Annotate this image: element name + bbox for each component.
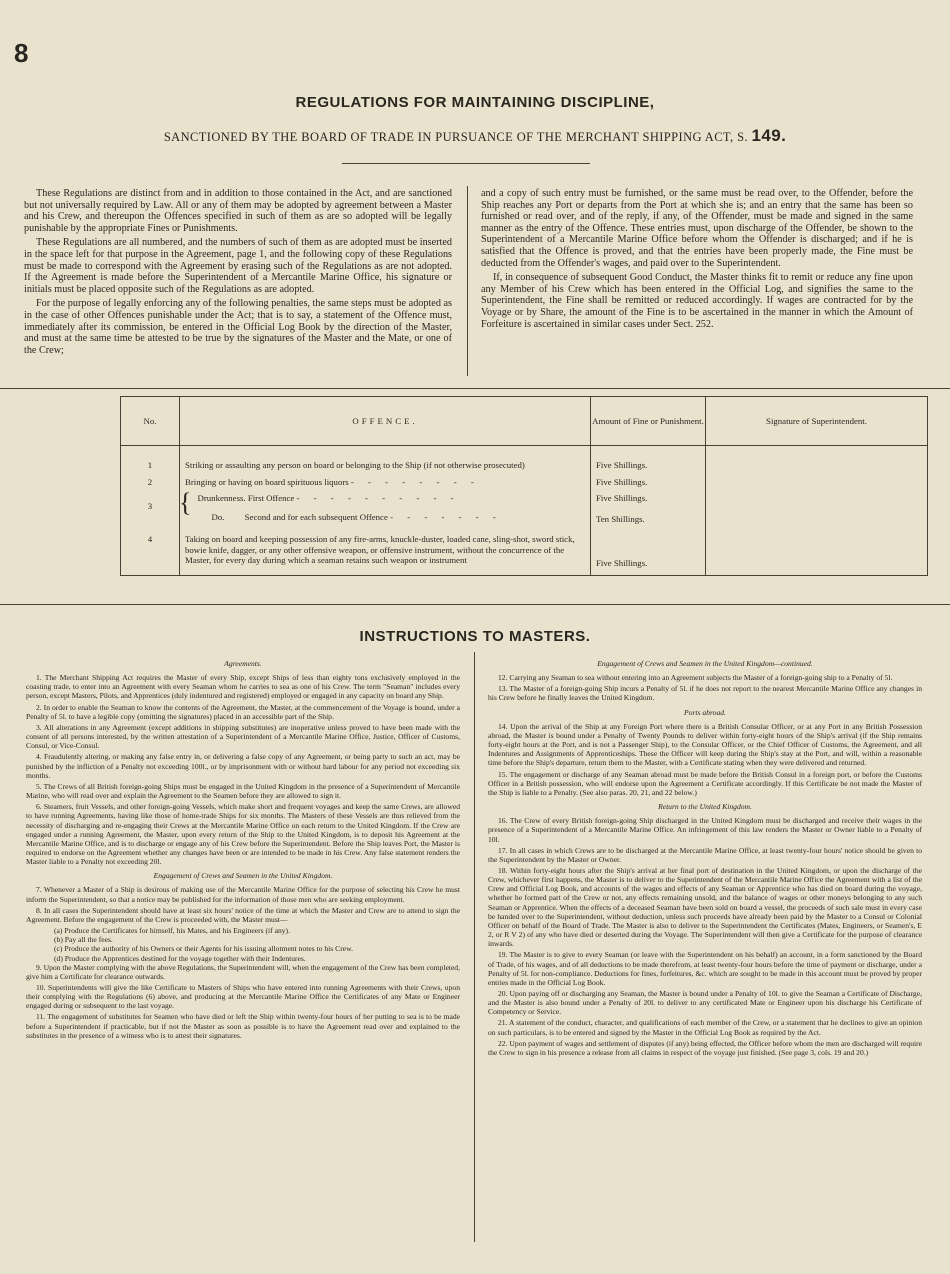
instructions-subitem: (a) Produce the Certificates for himself, his Mates, and his Engineers (if any). bbox=[54, 926, 290, 936]
intro-right-column bbox=[481, 188, 913, 333]
offence-cell bbox=[180, 471, 591, 488]
instructions-paragraph: 8. In all cases the Superintendent should have at least six hours' notice of the time at which the Master and Crew are to attend to sign the Agreement. Before the engagement of the Crew is proceeded with, the Master must— bbox=[26, 905, 460, 924]
instructions-paragraph: 20. Upon paying off or discharging any Seaman, the Master is bound under a Penalty of 10l. to give the Seaman a Certificate of Discharge, and the Master is also bound under a Penalty of 20l. to deliver to any certificated Mate or Engineer upon his discharge his Certificate of Competency or Service. bbox=[488, 989, 922, 1017]
brace: { bbox=[179, 488, 192, 517]
instructions-section-heading: Ports abroad. bbox=[684, 707, 726, 717]
column-header-fine: Amount of Fine or Punishment. bbox=[591, 397, 706, 446]
intro-paragraph: For the purpose of legally enforcing any of the following penalties, the same steps must be adopted as in the case of other Offences punishable under the Act; that is to say, a statement of the Offence must, immediately after its commission, be entered in the Official Log Book by the direction of the Master, and must at the same time be attested to be true by the signatures of the Master and the Mate, or one of the Crew; bbox=[24, 298, 452, 356]
offence-text: Drunkenness. First Offence bbox=[197, 493, 295, 503]
table-row bbox=[121, 471, 928, 488]
intro-left-column bbox=[24, 188, 452, 359]
intro-paragraph: If, in consequence of subsequent Good Conduct, the Master thinks fit to remit or reduce any fine upon any Member of his Crew which has been entered in the Official Log, and signifies the same to the Superintendent, the Fine shall be remitted or reduced accordingly. If wages are contracted for by the Voyage or by Share, the amount of the Fine is to be ascertained in the manner in which the Amount of Forfeiture is ascertained in similar cases under Sect. 252. bbox=[481, 272, 913, 330]
row-number: 4 bbox=[121, 524, 180, 575]
instructions-paragraph: 10. Superintendents will give the like Certificate to Masters of Ships who have entered into running Agreements with their Crews, upon their complying with the Regulations (6) above, and producing at the Mercantile Marine Office the Certificates of any Mate or Engineer engaged during or subsequent to the last voyage. bbox=[26, 983, 460, 1011]
instructions-paragraph: 21. A statement of the conduct, character, and qualifications of each member of the Crew, or a statement that he declines to give an opinion on such particulars, is to be entered and signed by the Master in the Official Log Book as required by the Act. bbox=[488, 1018, 922, 1037]
leader-dots: - - - - - - - - bbox=[350, 476, 480, 487]
instructions-paragraph: 3. All alterations in any Agreement (except additions in shipping substitutes) are inoperative unless proved to have been made with the consent of all persons interested, by the written attestation of a Superintendent of a Mercantile Marine Office, Justice, Officer of Customs, Consul, or Vice-Consul. bbox=[26, 722, 460, 751]
page-number: 8 bbox=[14, 38, 29, 68]
instructions-paragraph: 16. The Crew of every British foreign-going Ship discharged in the United Kingdom must be discharged and receive their wages in the presence of a Superintendent of a Mercantile Marine Office. An infringement of this law renders the Master or Owner liable to a Penalty of 10l. bbox=[488, 816, 922, 844]
subtitle-text: SANCTIONED BY THE BOARD OF TRADE IN PURSUANCE OF THE MERCHANT SHIPPING ACT, S. bbox=[163, 130, 748, 144]
column-header-offence: OFFENCE. bbox=[180, 397, 591, 446]
offence-text: Taking on board and keeping possession of any fire-arms, knuckle-duster, loaded cane, sling-shot, sword stick, bowie knife, dagger, or any other offensive weapon, or offensive instrument, without the concurrence of the Master, for every day during which a seaman retains such weapon or instrument bbox=[180, 524, 591, 575]
table-header-row bbox=[121, 397, 928, 446]
instructions-paragraph: 15. The engagement or discharge of any Seaman abroad must be made before the British Consul in a foreign port, or before the Customs Officer in a British possession, who will endorse upon the Agreement a Certificate accordingly. If this Certificate be not made the Master of the Ship is liable to a Penalty. (See also paras. 20, 21, and 22 below.) bbox=[488, 769, 922, 797]
page-title: REGULATIONS FOR MAINTAINING DISCIPLINE, bbox=[295, 94, 655, 111]
instructions-subitem: (c) Produce the authority of his Owners or their Agents for his issuing allotment notes to his Crew. bbox=[54, 944, 353, 954]
leader-dots: - - - - - - - - - - bbox=[296, 493, 460, 503]
row-number: 1 bbox=[121, 446, 180, 471]
instructions-paragraph: 17. In all cases in which Crews are to be discharged at the Mercantile Marine Office, at least twenty-four hours' notice should be given to the Superintendent by the Master or Owner. bbox=[488, 845, 922, 864]
fine-text: Five Shillings. bbox=[596, 493, 648, 503]
signature-cell bbox=[706, 446, 928, 471]
intro-paragraph: These Regulations are distinct from and in addition to those contained in the Act, and are sanctioned but not universally required by Law. All or any of them may be adopted by agreement between a Master and his Crew, and thereupon the Offences specified in such of them as are so adopted will be legally punishable by the appropriate Fines or Punishments. bbox=[24, 188, 452, 234]
instructions-paragraph: 11. The engagement of substitutes for Seamen who have died or left the Ship within twenty-four hours of her putting to sea is to be made before a Superintendent if practicable, but if not the Master as soon as possible is to have the Agreement read over and explained to the substitutes in the presence of a witness who is to attest their signatures. bbox=[26, 1012, 460, 1040]
signature-cell bbox=[706, 471, 928, 488]
table-row bbox=[121, 446, 928, 471]
instructions-section-heading: Return to the United Kingdom. bbox=[658, 802, 752, 812]
title-divider bbox=[342, 163, 590, 164]
section-divider bbox=[0, 604, 950, 605]
fine-text: Five Shillings. bbox=[591, 446, 706, 471]
instructions-subitem: (b) Pay all the fees. bbox=[54, 935, 113, 945]
offence-text: Striking or assaulting any person on board or belonging to the Ship (if not otherwise prosecuted) bbox=[180, 446, 591, 471]
instructions-right-column bbox=[488, 654, 922, 1059]
instructions-column-divider bbox=[474, 652, 475, 1242]
offence-text: Bringing or having on board spirituous liquors bbox=[185, 476, 349, 487]
signature-cell bbox=[706, 524, 928, 575]
intro-paragraph: and a copy of such entry must be furnished, or the same must be read over, to the Offender, before the Ship reaches any Port or departs from the Port at which she is; and an entry that the same has been so furnished or read over, and of the reply, if any, of the Offender, must be made and signed in the same manner as the entry of the Offence. These entries must, upon discharge of the Offender, be shown to the Superintendent of a Mercantile Marine Office before whom the Offender is discharged; and if he is satisfied that the Offence is proved, and that the entries have been properly made, the Fine must be deducted from the Offender's wages, and paid over to the Superintendent. bbox=[481, 188, 913, 269]
instructions-left-column bbox=[26, 654, 460, 1042]
subtitle-section-number: 149. bbox=[751, 126, 787, 145]
instructions-paragraph: 14. Upon the arrival of the Ship at any Foreign Port where there is a British Consular Officer, or at any Port in any British Possession abroad, the Master is bound under a Penalty of Twenty Pounds to deliver within forty-eight hours of the Ship's arrival (if the Ship remains forty-eight hours at the Port, and is not a Passenger Ship), to the Consular Officer, or the Chief Officer of Customs, the Agreement, and all Indentures and Assignments of Apprenticeships. These the Officer will keep during the Ship's stay at the Port, and will, within a reasonable time before the Ship's departure, return them to the Master, with a Certificate stating when they were delivered and returned. bbox=[488, 721, 922, 768]
offence-table bbox=[120, 396, 928, 576]
instructions-paragraph: 5. The Crews of all British foreign-going Ships must be engaged in the United Kingdom in the presence of a Superintendent of Mercantile Marine, who will read over and explain the Agreement to the Seamen before they are allowed to sign it. bbox=[26, 781, 460, 801]
fine-text: Ten Shillings. bbox=[596, 513, 645, 524]
instructions-section-heading: Engagement of Crews and Seamen in the United Kingdom. bbox=[153, 871, 333, 881]
row-number: 3 bbox=[121, 487, 180, 524]
instructions-paragraph: 4. Fraudulently altering, or making any false entry in, or delivering a false copy of any Agreement, or being party to such an act, may be punished by the infliction of a Penalty not exceeding 100l., or by imprisonment with or without hard labour for any period not exceeding six months. bbox=[26, 752, 460, 780]
instructions-section-heading: Agreements. bbox=[224, 659, 262, 668]
column-header-signature: Signature of Superintendent. bbox=[706, 397, 928, 446]
leader-dots: - - - - - - - bbox=[390, 511, 502, 522]
instructions-paragraph: 18. Within forty-eight hours after the Ship's arrival at her final port of destination in the United Kingdom, or upon the discharge of the Crew, whichever first happens, the Master is to deliver to the Superintendent of the Mercantile Marine Office the Agreement with a list of the Crew and Official Log Book, and accounts of the wages and effects of any Seaman or Apprentice who has died on board during the voyage, whether he formed part of the Crew or not, any effects remaining unsold, and the balance of wages or other moneys belonging to any such Seaman or Apprentice. When the effects of a deceased Seaman have been sold on board a vessel, the proceeds of such sale must in every case be handed over to the Superintendent, without deduction, unless such proceeds have already been paid by the Master to a Consul or Colonial Officer on behalf of the Board of Trade. The Master is also to deliver to the Superintendent the Certificates (Mates, Engineers, or Seamen's, E 2, or R V 2) of any who have died or deserted during the Voyage. The Superintendent will then give a Certificate for the purpose of clearance inwards. bbox=[488, 865, 922, 949]
page-subtitle bbox=[0, 126, 950, 146]
instructions-subitem: (d) Produce the Apprentices destined for the voyage together with their Indentures. bbox=[54, 953, 306, 963]
section-divider bbox=[0, 388, 950, 389]
instructions-paragraph: 7. Whenever a Master of a Ship is desirous of making use of the Mercantile Marine Office for the purpose of selecting his Crew he must inform the Superintendent, so that a notice may be published for the information of those men who are seeking employment. bbox=[26, 885, 460, 904]
fine-cell bbox=[591, 487, 706, 524]
fine-text: Five Shillings. bbox=[591, 471, 706, 488]
fine-text: Five Shillings. bbox=[591, 524, 706, 575]
offence-text: Second and for each subsequent Offence bbox=[244, 511, 388, 522]
offence-cell bbox=[180, 487, 591, 524]
instructions-paragraph: 12. Carrying any Seaman to sea without entering into an Agreement subjects the Master of a foreign-going ship to a Penalty of 5l. bbox=[498, 673, 893, 683]
intro-column-divider bbox=[467, 186, 468, 376]
instructions-title: INSTRUCTIONS TO MASTERS. bbox=[359, 628, 591, 645]
instructions-paragraph: 2. In order to enable the Seaman to know the contents of the Agreement, the Master, at the commencement of the Voyage is bound, under a Penalty of 5l. to have a legible copy (omitting the signatures) placed in an accessible part of the Ship. bbox=[26, 702, 460, 721]
instructions-paragraph: 1. The Merchant Shipping Act requires the Master of every Ship, except Ships of less than eighty tons exclusively employed in the coasting trade, to enter into an Agreement with every Seaman whom he carries to sea as one of his Crew. The term "Seaman" includes every person, except Masters, Pilots, and Apprentices (duly indentured and registered) employed or engaged in any capacity on board any Ship. bbox=[26, 673, 460, 701]
column-header-no: No. bbox=[121, 397, 180, 446]
instructions-paragraph: 22. Upon payment of wages and settlement of disputes (if any) being effected, the Officer before whom the men are discharged will require the Crew to sign in his presence a release from all claims in respect of the voyage just finished. (See page 3, cols. 19 and 20.) bbox=[488, 1038, 922, 1057]
instructions-section-heading: Engagement of Crews and Seamen in the United Kingdom—continued. bbox=[597, 659, 813, 668]
intro-paragraph: These Regulations are all numbered, and the numbers of such of them as are adopted must be inserted in the space left for that purpose in the Agreement, page 1, and the following copy of these Regulations must be made to correspond with the Agreement by erasing such of the Regulations as are not adopted. If the Agreement is made before the Superintendent of a Mercantile Marine Office, his signature or initials must be placed opposite such of the Regulations as are adopted. bbox=[24, 237, 452, 295]
instructions-paragraph: 6. Steamers, fruit Vessels, and other foreign-going Vessels, which make short and frequent voyages and keep the same Crews, are allowed to have running Agreements, having like those of home-trade Ships for six months. The Masters of these Vessels are thus relieved from the necessity of discharging and re-engaging their Crews at the Mercantile Marine Office on each return to the United Kingdom. If the Crew are engaged under a running Agreement, the Master, upon every return of the Ship to the United Kingdom, is to deposit his Agreement at the Mercantile Marine Office, and is to discharge or engage any of his Crew before the Superintendent. Before the Ship leaves Port, the Master is required to endorse on the Agreement whether any changes have been or are intended to be made in his Crew. Any false statement renders the Master liable to a Penalty not exceeding 20l. bbox=[26, 802, 460, 867]
table-row bbox=[121, 524, 928, 575]
signature-cell bbox=[706, 487, 928, 524]
instructions-paragraph: 9. Upon the Master complying with the above Regulations, the Superintendent will, when the engagement of the Crew has been completed, give him a Certificate for clearance outwards. bbox=[26, 962, 460, 981]
offence-ditto: Do. bbox=[211, 511, 225, 522]
row-number: 2 bbox=[121, 471, 180, 488]
instructions-paragraph: 19. The Master is to give to every Seaman (or leave with the Superintendent on his behalf) an account, in a form sanctioned by the Board of Trade, of his wages, and of all deductions to be made therefrom, at least twenty-four hours before the time of payment or discharge, under a Penalty of 5l. for non-compliance. Deductions for fines, forfeitures, &c. which are sought to be made in this account must be proved by proper entries made in the Official Log Book. bbox=[488, 950, 922, 987]
table-row bbox=[121, 487, 928, 524]
instructions-paragraph: 13. The Master of a foreign-going Ship incurs a Penalty of 5l. if he does not report to the nearest Mercantile Marine Office any changes in his Crew before he finally leaves the United Kingdom. bbox=[488, 684, 922, 703]
